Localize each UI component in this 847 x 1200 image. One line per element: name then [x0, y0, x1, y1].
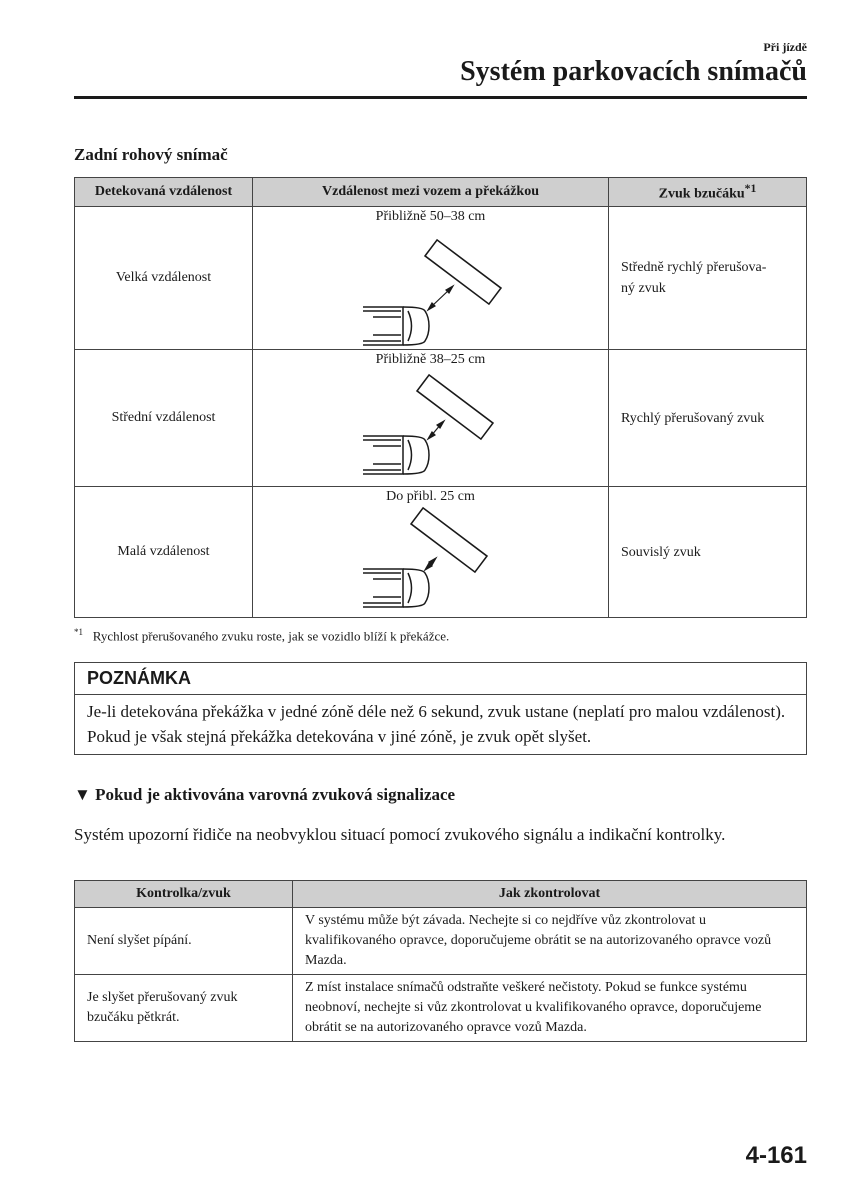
table-row — [75, 908, 807, 975]
page-title: Systém parkovacích snímačů — [460, 56, 807, 87]
distance-arrow — [425, 558, 436, 570]
triangle-marker-icon: ▼ — [74, 785, 91, 804]
column-header: Kontrolka/zvuk — [75, 881, 293, 908]
distance-label: Střední vzdálenost — [75, 350, 253, 487]
buzzer-sound: Středně rychlý přerušova- ný zvuk — [609, 207, 807, 350]
section-label: Při jízdě — [763, 40, 807, 54]
distance-diagram-cell — [253, 487, 609, 618]
car-obstacle-diagram — [253, 207, 608, 349]
distance-table — [74, 177, 807, 618]
table-header-row — [75, 881, 807, 908]
subheading: Zadní rohový snímač — [74, 145, 228, 164]
distance-range: Přibližně 50–38 cm — [375, 209, 486, 224]
indicator-cell: Není slyšet pípání. — [75, 908, 293, 975]
table-header-row — [75, 178, 807, 207]
section-heading-text: Pokud je aktivována varovná zvuková signalizace — [95, 785, 456, 804]
footnote-mark: *1 — [74, 627, 83, 637]
column-header: Zvuk bzučáku$^{*1}$ — [609, 178, 807, 207]
obstacle-icon — [417, 375, 493, 439]
check-cell: V systému může být závada. Nechejte si co nejdříve vůz zkontrolovat u kvalifikovaného opravce, doporučujeme obrátit se na autorizovaného opravce vozů Mazda. — [293, 908, 807, 975]
check-cell: Z míst instalace snímačů odstraňte veškeré nečistoty. Pokud se funkce systému neobnoví, nechejte si vůz zkontrolovat u kvalifikovaného opravce, doporučujeme obrátit se na autorizovaného opravce vozů Mazda. — [293, 975, 807, 1042]
note-title: POZNÁMKA — [75, 663, 806, 695]
car-icon — [363, 569, 429, 607]
buzzer-sound: Rychlý přerušovaný zvuk — [609, 350, 807, 487]
footnote-mark: *1 — [744, 181, 757, 195]
table-row — [75, 207, 807, 350]
obstacle-icon — [425, 240, 501, 304]
distance-arrow — [428, 286, 453, 310]
title-rule — [74, 96, 807, 99]
distance-range: Přibližně 38–25 cm — [375, 352, 486, 367]
body-paragraph: Systém upozorní řidiče na neobvyklou situací pomocí zvukového signálu a indikační kontrolky. — [74, 825, 726, 844]
car-icon — [363, 436, 429, 474]
column-header: Detekovaná vzdálenost — [75, 178, 253, 207]
table-row — [75, 350, 807, 487]
footnote-text: Rychlost přerušovaného zvuku roste, jak se vozidlo blíží k překážce. — [92, 628, 450, 644]
distance-diagram-cell — [253, 350, 609, 487]
distance-label: Malá vzdálenost — [75, 487, 253, 618]
column-header: Jak zkontrolovat — [293, 881, 807, 908]
car-obstacle-diagram — [253, 487, 608, 617]
footnote — [74, 627, 449, 644]
note-box — [74, 662, 807, 755]
obstacle-icon — [411, 508, 487, 572]
table-row — [75, 487, 807, 618]
check-table — [74, 880, 807, 1042]
car-icon — [363, 307, 429, 345]
car-obstacle-diagram — [253, 350, 608, 486]
buzzer-sound: Souvislý zvuk — [609, 487, 807, 618]
note-text: Je-li detekována překážka v jedné zóně déle než 6 sekund, zvuk ustane (neplatí pro malou vzdálenost). Pokud je však stejná překážka detekována v jiné zóně, je zvuk opět slyšet. — [87, 702, 786, 746]
table-row — [75, 975, 807, 1042]
distance-arrow — [428, 421, 444, 439]
distance-diagram-cell — [253, 207, 609, 350]
indicator-cell: Je slyšet přerušovaný zvuk bzučáku pětkrát. — [75, 975, 293, 1042]
distance-range: Do přibl. 25 cm — [386, 489, 475, 504]
section-heading — [74, 785, 455, 805]
page-number: 4-161 — [745, 1142, 807, 1169]
distance-label: Velká vzdálenost — [75, 207, 253, 350]
column-header: Vzdálenost mezi vozem a překážkou — [253, 178, 609, 207]
